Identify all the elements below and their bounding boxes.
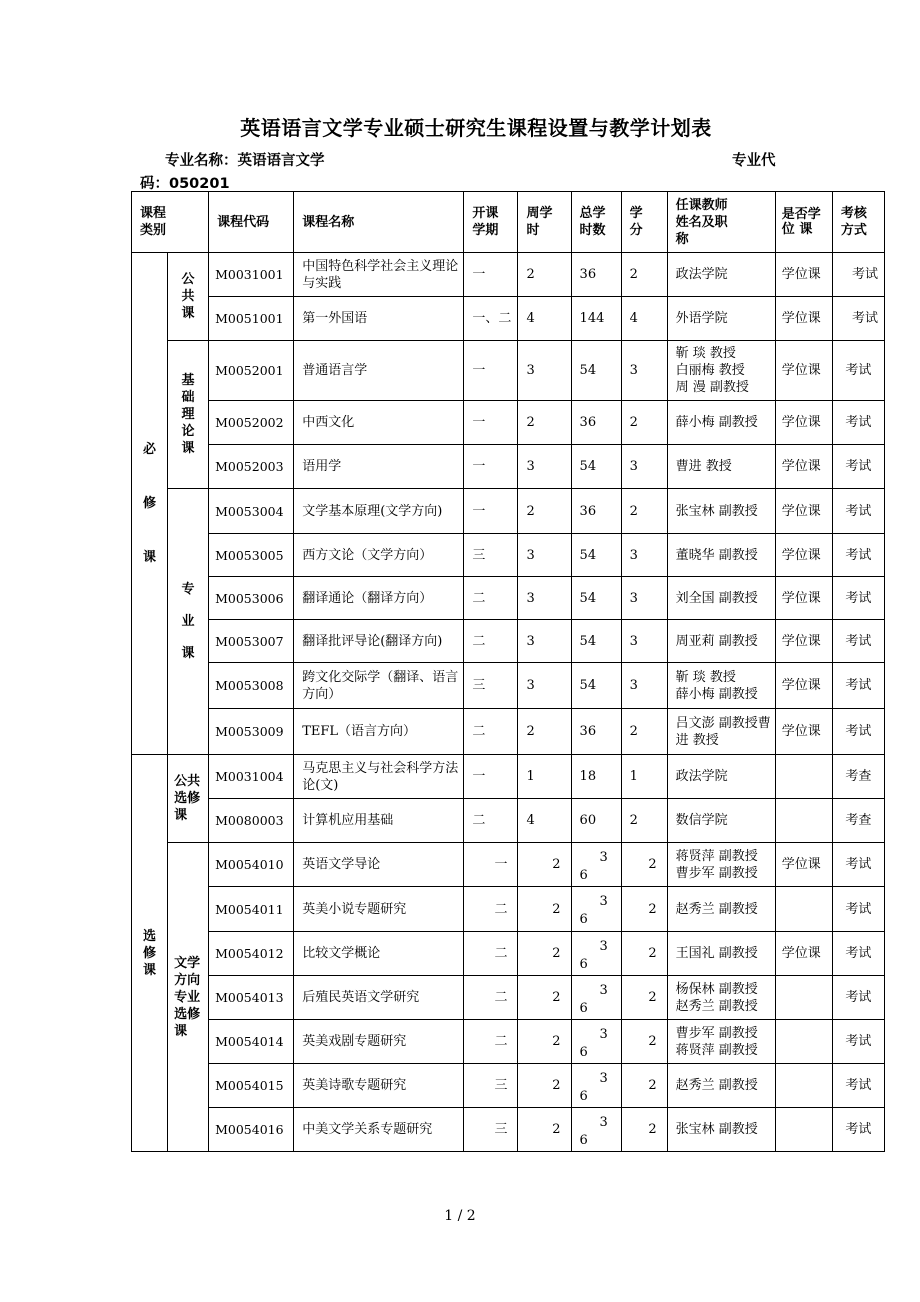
course-weekly-hours: 2 xyxy=(518,976,571,1020)
course-degree-flag: 学位课 xyxy=(775,253,832,297)
course-degree-flag: 学位课 xyxy=(775,401,832,445)
course-exam-type: 考试 xyxy=(832,489,884,534)
header-semester: 开课学期 xyxy=(464,192,518,253)
course-teacher: 张宝林 副教授 xyxy=(667,489,775,534)
course-code: M0054012 xyxy=(209,932,294,976)
course-degree-flag: 学位课 xyxy=(775,534,832,577)
course-exam-type: 考试 xyxy=(832,297,884,341)
course-code: M0054016 xyxy=(209,1108,294,1152)
course-teacher: 吕文澎 副教授曹进 教授 xyxy=(667,709,775,755)
course-name: 比较文学概论 xyxy=(294,932,464,976)
course-name: 计算机应用基础 xyxy=(294,799,464,843)
course-degree-flag xyxy=(775,1108,832,1152)
course-weekly-hours: 3 xyxy=(518,577,571,620)
course-weekly-hours: 3 xyxy=(518,341,571,401)
course-credit: 2 xyxy=(621,843,667,887)
course-name: 英美小说专题研究 xyxy=(294,887,464,932)
table-row xyxy=(132,577,885,620)
course-teacher: 赵秀兰 副教授 xyxy=(667,1064,775,1108)
course-code: M0052002 xyxy=(209,401,294,445)
course-exam-type: 考试 xyxy=(832,445,884,489)
course-credit: 3 xyxy=(621,534,667,577)
course-total-hours: 144 xyxy=(571,297,621,341)
course-weekly-hours: 2 xyxy=(518,401,571,445)
course-code: M0053008 xyxy=(209,663,294,709)
course-code: M0051001 xyxy=(209,297,294,341)
table-row xyxy=(132,253,885,297)
course-teacher: 政法学院 xyxy=(667,755,775,799)
course-credit: 3 xyxy=(621,445,667,489)
course-degree-flag: 学位课 xyxy=(775,620,832,663)
group-basic: 基础理论课 xyxy=(168,341,209,489)
course-credit: 3 xyxy=(621,663,667,709)
table-row xyxy=(132,709,885,755)
course-semester: 二 xyxy=(464,620,518,663)
course-code: M0031004 xyxy=(209,755,294,799)
course-credit: 2 xyxy=(621,1020,667,1064)
course-degree-flag: 学位课 xyxy=(775,577,832,620)
course-degree-flag: 学位课 xyxy=(775,843,832,887)
header-code: 课程代码 xyxy=(209,192,294,253)
course-degree-flag: 学位课 xyxy=(775,297,832,341)
course-name: 英美诗歌专题研究 xyxy=(294,1064,464,1108)
course-total-hours: 18 xyxy=(571,755,621,799)
course-code: M0054011 xyxy=(209,887,294,932)
table-row xyxy=(132,755,885,799)
course-exam-type: 考查 xyxy=(832,799,884,843)
course-name: 文学基本原理(文学方向) xyxy=(294,489,464,534)
course-weekly-hours: 2 xyxy=(518,1108,571,1152)
course-total-hours: 3 6 xyxy=(571,887,621,932)
course-weekly-hours: 4 xyxy=(518,297,571,341)
course-credit: 2 xyxy=(621,1064,667,1108)
header-exam: 考核方式 xyxy=(832,192,884,253)
header-degree: 是否学 位 课 xyxy=(775,192,832,253)
table-row xyxy=(132,445,885,489)
course-degree-flag: 学位课 xyxy=(775,709,832,755)
course-weekly-hours: 3 xyxy=(518,445,571,489)
course-weekly-hours: 3 xyxy=(518,620,571,663)
course-semester: 一 xyxy=(464,489,518,534)
course-teacher: 赵秀兰 副教授 xyxy=(667,887,775,932)
course-degree-flag xyxy=(775,1020,832,1064)
course-credit: 2 xyxy=(621,401,667,445)
course-teacher: 曹步军 副教授 蒋贤萍 副教授 xyxy=(667,1020,775,1064)
course-code: M0054015 xyxy=(209,1064,294,1108)
course-total-hours: 3 6 xyxy=(571,932,621,976)
course-code: M0054014 xyxy=(209,1020,294,1064)
major-code-label: 专业代 xyxy=(732,153,776,169)
course-name: 语用学 xyxy=(294,445,464,489)
course-credit: 2 xyxy=(621,976,667,1020)
course-exam-type: 考试 xyxy=(832,932,884,976)
course-total-hours: 54 xyxy=(571,341,621,401)
course-name: 英美戏剧专题研究 xyxy=(294,1020,464,1064)
major-name: 专业名称：英语语言文学 xyxy=(165,153,325,169)
course-name: 翻译批评导论(翻译方向) xyxy=(294,620,464,663)
course-name: 中国特色科学社会主义理论与实践 xyxy=(294,253,464,297)
course-teacher: 王国礼 副教授 xyxy=(667,932,775,976)
course-name: 后殖民英语文学研究 xyxy=(294,976,464,1020)
course-credit: 2 xyxy=(621,709,667,755)
course-total-hours: 54 xyxy=(571,663,621,709)
group-major: 专业课 xyxy=(168,489,209,755)
course-semester: 三 xyxy=(464,1108,518,1152)
course-semester: 一 xyxy=(464,341,518,401)
course-semester: 三 xyxy=(464,663,518,709)
course-semester: 二 xyxy=(464,799,518,843)
course-weekly-hours: 1 xyxy=(518,755,571,799)
course-exam-type: 考试 xyxy=(832,620,884,663)
course-code: M0053009 xyxy=(209,709,294,755)
header-weekly: 周学时 xyxy=(518,192,571,253)
table-row xyxy=(132,843,885,887)
course-credit: 3 xyxy=(621,577,667,620)
group-required: 必修课 xyxy=(132,253,168,755)
page-number: 1 / 2 xyxy=(444,1208,476,1224)
table-row xyxy=(132,401,885,445)
course-semester: 二 xyxy=(464,976,518,1020)
course-total-hours: 3 6 xyxy=(571,1108,621,1152)
course-semester: 一 xyxy=(464,401,518,445)
table-row xyxy=(132,489,885,534)
course-total-hours: 3 6 xyxy=(571,1064,621,1108)
course-name: TEFL（语言方向） xyxy=(294,709,464,755)
course-code: M0080003 xyxy=(209,799,294,843)
course-exam-type: 考试 xyxy=(832,663,884,709)
table-row xyxy=(132,663,885,709)
course-exam-type: 考试 xyxy=(832,341,884,401)
course-semester: 二 xyxy=(464,709,518,755)
course-semester: 二 xyxy=(464,887,518,932)
course-teacher: 数信学院 xyxy=(667,799,775,843)
course-degree-flag: 学位课 xyxy=(775,932,832,976)
course-credit: 2 xyxy=(621,887,667,932)
course-exam-type: 考试 xyxy=(832,401,884,445)
course-total-hours: 3 6 xyxy=(571,1020,621,1064)
course-code: M0053005 xyxy=(209,534,294,577)
course-teacher: 董晓华 副教授 xyxy=(667,534,775,577)
course-total-hours: 36 xyxy=(571,401,621,445)
course-total-hours: 54 xyxy=(571,534,621,577)
course-degree-flag xyxy=(775,887,832,932)
course-name: 中西文化 xyxy=(294,401,464,445)
table-row xyxy=(132,1020,885,1064)
course-credit: 2 xyxy=(621,932,667,976)
course-weekly-hours: 2 xyxy=(518,489,571,534)
group-lit-elective: 文学方向专业选修课 xyxy=(168,843,209,1152)
course-name: 翻译通论（翻译方向） xyxy=(294,577,464,620)
course-exam-type: 考试 xyxy=(832,976,884,1020)
course-credit: 2 xyxy=(621,1108,667,1152)
course-total-hours: 60 xyxy=(571,799,621,843)
course-teacher: 周亚莉 副教授 xyxy=(667,620,775,663)
course-degree-flag xyxy=(775,976,832,1020)
course-exam-type: 考试 xyxy=(832,843,884,887)
course-semester: 一 xyxy=(464,253,518,297)
header-name: 课程名称 xyxy=(294,192,464,253)
course-total-hours: 54 xyxy=(571,620,621,663)
course-teacher: 刘全国 副教授 xyxy=(667,577,775,620)
table-row xyxy=(132,799,885,843)
group-public: 公共课 xyxy=(168,253,209,341)
course-teacher: 外语学院 xyxy=(667,297,775,341)
course-degree-flag: 学位课 xyxy=(775,445,832,489)
course-exam-type: 考试 xyxy=(832,1108,884,1152)
course-name: 跨文化交际学（翻译、语言方向） xyxy=(294,663,464,709)
course-name: 西方文论（文学方向） xyxy=(294,534,464,577)
course-credit: 3 xyxy=(621,341,667,401)
header-category: 课程类别 xyxy=(132,192,209,253)
course-teacher: 张宝林 副教授 xyxy=(667,1108,775,1152)
course-weekly-hours: 2 xyxy=(518,932,571,976)
course-exam-type: 考试 xyxy=(832,1064,884,1108)
table-row xyxy=(132,932,885,976)
course-weekly-hours: 2 xyxy=(518,1064,571,1108)
course-degree-flag: 学位课 xyxy=(775,663,832,709)
table-row xyxy=(132,620,885,663)
course-name: 中美文学关系专题研究 xyxy=(294,1108,464,1152)
header-teacher: 任课教师姓名及职称 xyxy=(667,192,775,253)
course-code: M0053007 xyxy=(209,620,294,663)
header-total: 总学时数 xyxy=(571,192,621,253)
course-total-hours: 36 xyxy=(571,709,621,755)
course-code: M0031001 xyxy=(209,253,294,297)
course-exam-type: 考试 xyxy=(832,253,884,297)
table-row xyxy=(132,976,885,1020)
course-exam-type: 考试 xyxy=(832,1020,884,1064)
course-exam-type: 考试 xyxy=(832,577,884,620)
course-exam-type: 考试 xyxy=(832,887,884,932)
course-degree-flag xyxy=(775,755,832,799)
course-semester: 一 xyxy=(464,445,518,489)
course-semester: 二 xyxy=(464,577,518,620)
table-row xyxy=(132,1108,885,1152)
course-total-hours: 36 xyxy=(571,253,621,297)
course-teacher: 曹进 教授 xyxy=(667,445,775,489)
table-row xyxy=(132,1064,885,1108)
course-semester: 二 xyxy=(464,932,518,976)
course-name: 普通语言学 xyxy=(294,341,464,401)
course-semester: 二 xyxy=(464,1020,518,1064)
course-teacher: 杨保林 副教授 赵秀兰 副教授 xyxy=(667,976,775,1020)
group-elective: 选修课 xyxy=(132,755,168,1152)
course-credit: 2 xyxy=(621,253,667,297)
course-weekly-hours: 2 xyxy=(518,709,571,755)
course-code: M0054010 xyxy=(209,843,294,887)
course-semester: 一 xyxy=(464,843,518,887)
table-row xyxy=(132,341,885,401)
course-semester: 一、二 xyxy=(464,297,518,341)
course-weekly-hours: 2 xyxy=(518,1020,571,1064)
course-exam-type: 考试 xyxy=(832,534,884,577)
course-total-hours: 54 xyxy=(571,445,621,489)
course-semester: 三 xyxy=(464,534,518,577)
header-credit: 学分 xyxy=(621,192,667,253)
course-plan-table xyxy=(131,191,885,1152)
course-total-hours: 3 6 xyxy=(571,976,621,1020)
course-weekly-hours: 3 xyxy=(518,534,571,577)
course-credit: 2 xyxy=(621,799,667,843)
course-degree-flag xyxy=(775,1064,832,1108)
table-row xyxy=(132,887,885,932)
course-total-hours: 54 xyxy=(571,577,621,620)
table-row xyxy=(132,534,885,577)
course-semester: 三 xyxy=(464,1064,518,1108)
course-teacher: 靳 琰 教授 白丽梅 教授 周 漫 副教授 xyxy=(667,341,775,401)
course-weekly-hours: 4 xyxy=(518,799,571,843)
course-code: M0053006 xyxy=(209,577,294,620)
course-teacher: 政法学院 xyxy=(667,253,775,297)
course-weekly-hours: 3 xyxy=(518,663,571,709)
course-weekly-hours: 2 xyxy=(518,843,571,887)
course-exam-type: 考试 xyxy=(832,709,884,755)
course-name: 英语文学导论 xyxy=(294,843,464,887)
major-code-value: 码：050201 xyxy=(140,176,230,192)
course-total-hours: 36 xyxy=(571,489,621,534)
course-weekly-hours: 2 xyxy=(518,253,571,297)
table-header-row xyxy=(132,192,885,253)
course-code: M0054013 xyxy=(209,976,294,1020)
course-teacher: 薛小梅 副教授 xyxy=(667,401,775,445)
course-exam-type: 考查 xyxy=(832,755,884,799)
course-credit: 3 xyxy=(621,620,667,663)
course-name: 马克思主义与社会科学方法论(文) xyxy=(294,755,464,799)
course-degree-flag: 学位课 xyxy=(775,489,832,534)
course-teacher: 靳 琰 教授 薛小梅 副教授 xyxy=(667,663,775,709)
course-code: M0052001 xyxy=(209,341,294,401)
course-degree-flag xyxy=(775,799,832,843)
page-title: 英语语言文学专业硕士研究生课程设置与教学计划表 xyxy=(240,116,712,140)
course-credit: 4 xyxy=(621,297,667,341)
course-code: M0052003 xyxy=(209,445,294,489)
course-credit: 1 xyxy=(621,755,667,799)
course-weekly-hours: 2 xyxy=(518,887,571,932)
table-row xyxy=(132,297,885,341)
course-total-hours: 3 6 xyxy=(571,843,621,887)
course-teacher: 蒋贤萍 副教授 曹步军 副教授 xyxy=(667,843,775,887)
course-degree-flag: 学位课 xyxy=(775,341,832,401)
course-name: 第一外国语 xyxy=(294,297,464,341)
course-code: M0053004 xyxy=(209,489,294,534)
group-public-elective: 公共选修课 xyxy=(168,755,209,843)
course-credit: 2 xyxy=(621,489,667,534)
course-semester: 一 xyxy=(464,755,518,799)
